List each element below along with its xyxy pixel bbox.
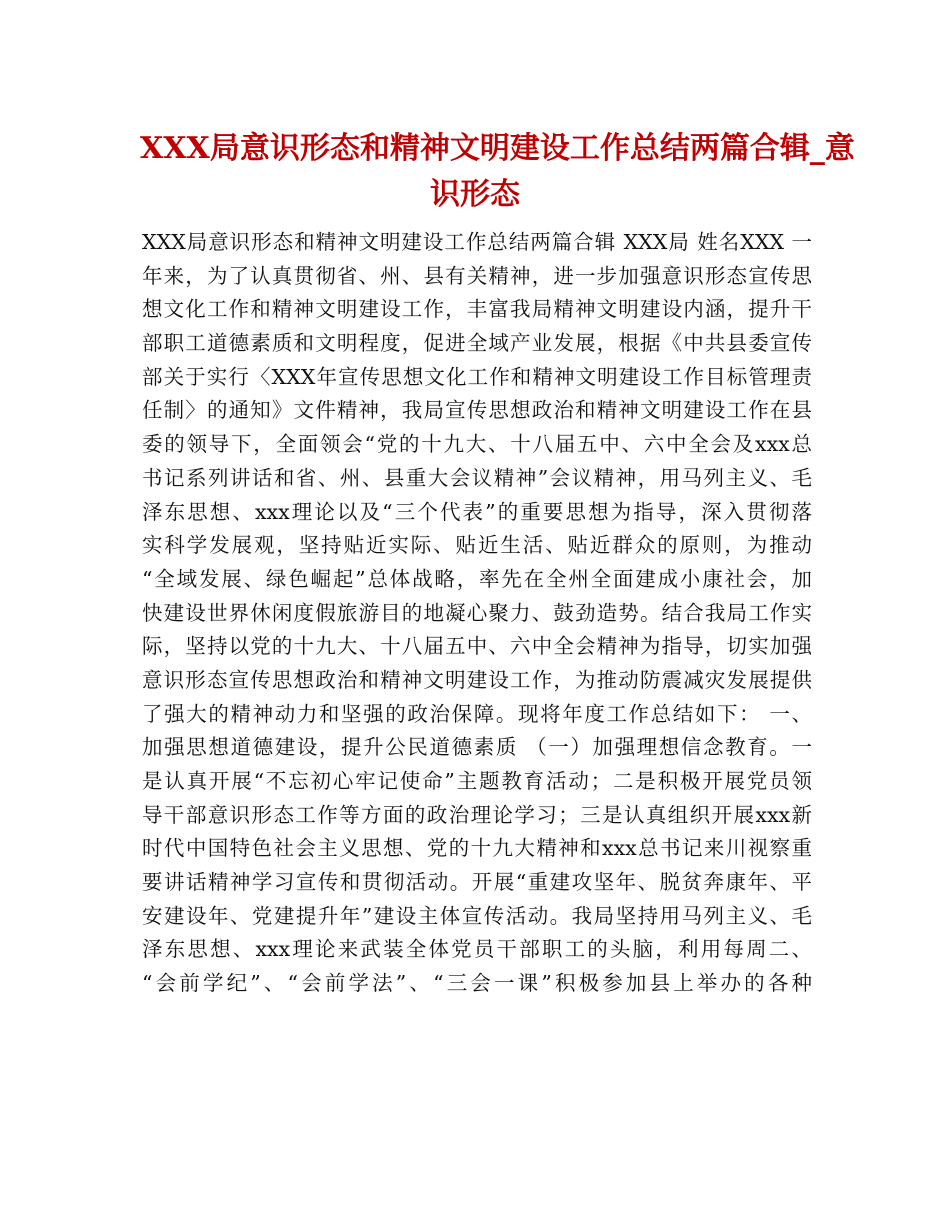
body-line: 是认真开展“不忘初心牢记使命”主题教育活动；二是积极开展党员领 bbox=[142, 769, 812, 793]
body-line: 意识形态宣传思想政治和精神文明建设工作，为推动防震减灾发展提供 bbox=[142, 667, 812, 692]
body-line: 安建设年、党建提升年”建设主体宣传活动。我局坚持用马列主义、毛 bbox=[142, 903, 812, 928]
document-title bbox=[140, 126, 855, 218]
body-line: 实科学发展观，坚持贴近实际、贴近生活、贴近群众的原则，为推动 bbox=[142, 533, 812, 558]
title-line: 识形态 bbox=[430, 177, 520, 212]
body-line: 任制〉的通知》文件精神，我局宣传思想政治和精神文明建设工作在县 bbox=[142, 398, 812, 423]
body-line: 快建设世界休闲度假旅游目的地凝心聚力、鼓劲造势。结合我局工作实 bbox=[142, 600, 812, 625]
body-line: “会前学纪”、“会前学法”、“三会一课”积极参加县上举办的各种 bbox=[142, 971, 812, 996]
body-line: 想文化工作和精神文明建设工作，丰富我局精神文明建设内涵，提升干 bbox=[142, 297, 812, 322]
body-line: 了强大的精神动力和坚强的政治保障。现将年度工作总结如下： 一、 bbox=[142, 701, 812, 726]
body-line: 加强思想道德建设，提升公民道德素质 （一）加强理想信念教育。一 bbox=[142, 735, 812, 760]
document-body bbox=[142, 226, 812, 1001]
body-line: 导干部意识形态工作等方面的政治理论学习；三是认真组织开展xxx新 bbox=[142, 802, 812, 827]
body-line: XXX局意识形态和精神文明建设工作总结两篇合辑 XXX局 姓名XXX 一 bbox=[142, 230, 812, 254]
body-line: 委的领导下，全面领会“党的十九大、十八届五中、六中全会及xxx总 bbox=[142, 432, 812, 457]
body-line: 泽东思想、xxx理论以及“三个代表”的重要思想为指导，深入贯彻落 bbox=[142, 499, 812, 524]
body-line: 部关于实行〈XXX年宣传思想文化工作和精神文明建设工作目标管理责 bbox=[142, 364, 812, 389]
body-line: 泽东思想、xxx理论来武装全体党员干部职工的头脑，利用每周二、 bbox=[142, 937, 812, 962]
body-line: “全域发展、绿色崛起”总体战略，率先在全州全面建成小康社会，加 bbox=[142, 566, 812, 591]
body-line: 时代中国特色社会主义思想、党的十九大精神和xxx总书记来川视察重 bbox=[142, 836, 812, 861]
body-line: 际，坚持以党的十九大、十八届五中、六中全会精神为指导，切实加强 bbox=[142, 634, 812, 659]
body-line: 部职工道德素质和文明程度，促进全域产业发展，根据《中共县委宣传 bbox=[142, 331, 812, 356]
title-line: XXX局意识形态和精神文明建设工作总结两篇合辑_意 bbox=[140, 131, 855, 166]
body-line: 年来，为了认真贯彻省、州、县有关精神，进一步加强意识形态宣传思 bbox=[142, 263, 812, 288]
body-line: 书记系列讲话和省、州、县重大会议精神”会议精神，用马列主义、毛 bbox=[142, 465, 812, 490]
body-line: 要讲话精神学习宣传和贯彻活动。开展“重建攻坚年、脱贫奔康年、平 bbox=[142, 870, 812, 895]
